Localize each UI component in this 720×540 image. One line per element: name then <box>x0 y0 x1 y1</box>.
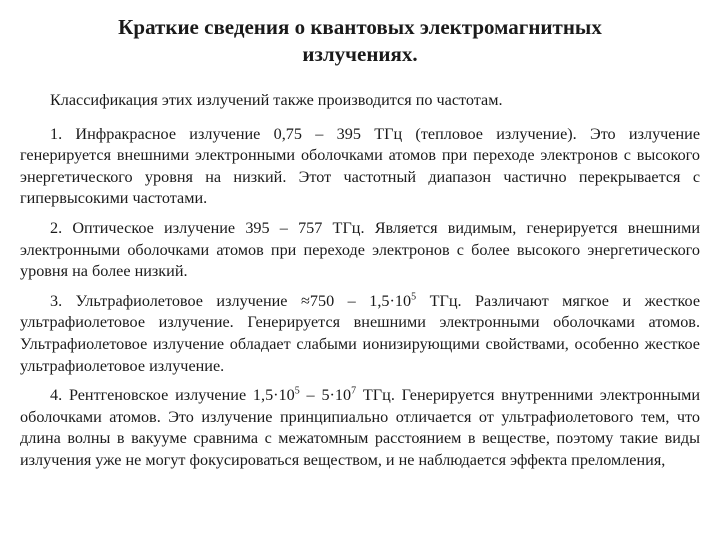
xray-text-start: 4. Рентгеновское излучение 1,5·10 <box>50 386 295 405</box>
uv-text-start: 3. Ультрафиолетовое излучение ≈750 – 1,5·10 <box>50 291 412 310</box>
xray-text-end: ТГц. Генерируется внутренними электронными оболочками атомов. Это излучение принципиально отличается от ультрафиолетового тем, что длина волны в вакууме сравнима с межатомным расстоянием в веществе, поэтому такие виды излучения уже не могут фокусироваться веществом, и не наблюдается эффекта преломления, <box>20 386 700 469</box>
xray-text-mid: – 5·10 <box>299 386 352 405</box>
paragraph-xray <box>20 385 700 471</box>
xray-exponent-1: 5 <box>294 385 300 397</box>
paragraph-ultraviolet <box>20 291 700 377</box>
paragraph-optical: 2. Оптическое излучение 395 – 757 ТГц. Является видимым, генерируется внешними электронными оболочками атомов при переходе электронов с более высокого энергетического уровня на более низкий. <box>20 218 700 281</box>
uv-exponent: 5 <box>411 291 417 303</box>
title-line-1: Краткие сведения о квантовых электромагнитных <box>118 15 602 39</box>
uv-text-end: ТГц. Различают мягкое и жесткое ультрафиолетовое излучение. Генерируется внешними электронными оболочками атомов. Ультрафиолетовое излучение обладает слабыми ионизирующими свойствами, особенно жесткое ультрафиолетовое излучение. <box>20 291 700 375</box>
title-line-2: излучениях. <box>302 42 418 66</box>
intro-paragraph: Классификация этих излучений также производится по частотам. <box>50 91 503 109</box>
slide-title <box>20 14 700 68</box>
xray-exponent-2: 7 <box>351 385 357 397</box>
paragraph-infrared: 1. Инфракрасное излучение 0,75 – 395 ТГц (тепловое излучение). Это излучение генерируется внешними электронными оболочками атомов при переходе электронов с высокого энергетического уровня на низкий. Этот частотный диапазон частично перекрывается с гипервысокими частотами. <box>20 124 700 208</box>
